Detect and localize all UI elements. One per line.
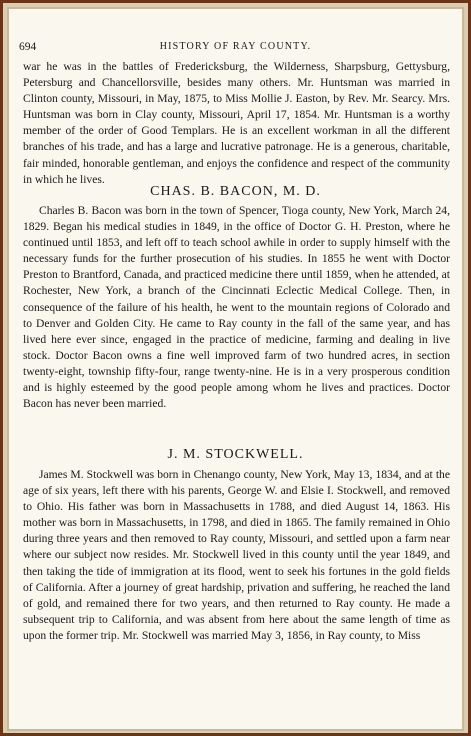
running-title: HISTORY OF RAY COUNTY. bbox=[159, 41, 312, 52]
section-stockwell bbox=[23, 467, 450, 644]
section-bacon bbox=[23, 203, 450, 412]
bacon-heading: CHAS. B. BACON, M. D. bbox=[150, 184, 321, 199]
stockwell-paragraph: James M. Stockwell was born in Chenango county, New York, May 13, 1834, and at the age of six years, left there with his parents, George W. and Elsie I. Stockwell, and removed to Ohio. His father was born in Massachusetts in 1788, and died August 14, 1863. His mother was born in Massachusetts, in 1798, and died in 1865. The family remained in Ohio during three years and then removed to Ray county, Missouri, and settled upon a farm near where our subject now resides. Mr. Stockwell lived in this county until the year 1849, and then taking the tide of immigration at its flood, went to seek his fortunes in the gold fields of California. After a journey of great hardship, privation and suffering, he reached the land of gold, and remained there for two years, and then returned to Ray county. He made a subsequent trip to California, and was absent from here about the same length of time as upon the former trip. Mr. Stockwell was married May 3, 1856, in Ray county, to Miss bbox=[23, 468, 450, 642]
bacon-paragraph: Charles B. Bacon was born in the town of Spencer, Tioga county, New York, March 24, 1829. Began his medical studies in 1849, in the office of Doctor G. H. Preston, where he continued until 1853, and left off to teach school awhile in order to supply himself with the necessary funds for the further prosecution of his studies. In 1855 he went with Doctor Preston to Brantford, Canada, and practiced medicine there until 1859, when he attended, at Rochester, New York, a branch of the Cincinnati Eclectic Medical College. Then, in consequence of the failure of his health, he went to the mountain regions of Colorado and to Denver and Golden City. He came to Ray county in the fall of the same year, and has lived here ever since, engaged in the practice of medicine, farming and dealing in live stock. Doctor Bacon owns a fine well improved farm of two hundred acres, in section twenty-eight, township fifty-four, range twenty-nine. He is in a very prosperous condition and is highly esteemed by the good people among whom he lives and practices. Doctor Bacon has never been married. bbox=[23, 204, 450, 411]
huntsman-paragraph: war he was in the battles of Fredericksburg, the Wilderness, Sharpsburg, Gettysburg, Petersburg and Chancellorsville, besides many others. Mr. Huntsman was married in Clinton county, Missouri, in May, 1875, to Miss Mollie J. Easton, by Rev. Mr. Searcy. Mrs. Huntsman was born in Clay county, Missouri, April 17, 1854. Mr. Huntsman is a worthy member of the order of Good Templars. He is an excellent workman in all the different branches of his trade, and has a large and lucrative patronage. He is a generous, charitable, fair minded, honorable gentleman, and enjoys the confidence and respect of the community in which he lives. bbox=[23, 60, 450, 186]
stockwell-heading: J. M. STOCKWELL. bbox=[167, 447, 304, 462]
page-number: 694 bbox=[19, 41, 37, 53]
section-huntsman bbox=[23, 59, 450, 188]
page-header bbox=[19, 40, 452, 54]
book-page bbox=[7, 7, 464, 731]
